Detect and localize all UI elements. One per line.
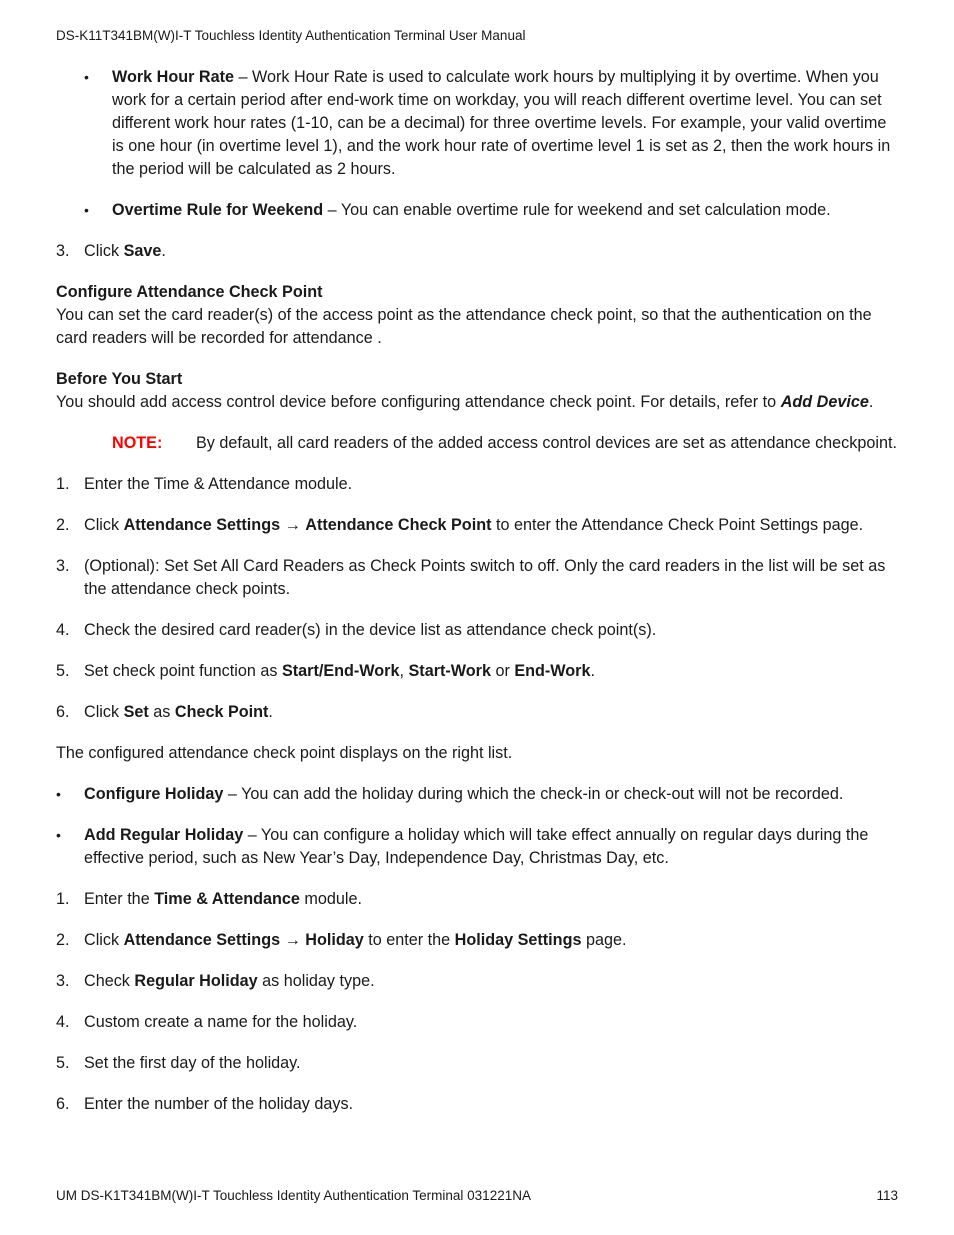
term: Add Regular Holiday <box>84 826 244 844</box>
term: Work Hour Rate <box>112 68 235 86</box>
step-number: 3. <box>56 242 70 260</box>
step-2: 2. Click Attendance Settings → Attendance Check Point to enter the Attendance Check Point Settings page. <box>56 514 898 537</box>
step-6: 6. Click Set as Check Point. <box>56 701 898 724</box>
section-heading: Before You Start <box>56 370 183 388</box>
step-number: 1. <box>56 890 70 908</box>
page-header: DS-K11T341BM(W)I-T Touchless Identity Authentication Terminal User Manual <box>56 28 526 43</box>
arrow-icon: → <box>280 516 306 534</box>
step-number: 4. <box>56 1013 70 1031</box>
page-footer <box>56 1188 898 1203</box>
note-box <box>56 432 898 455</box>
note-text: By default, all card readers of the added access control devices are set as attendance checkpoint. <box>196 434 897 452</box>
bullet-overtime-weekend <box>56 199 898 222</box>
step-number: 3. <box>56 557 70 575</box>
step-1: 1. Enter the Time & Attendance module. <box>56 473 898 496</box>
desc: – You can add the holiday during which the check-in or check-out will not be recorded. <box>223 785 844 803</box>
holiday-step-2: 2. Click Attendance Settings → Holiday to enter the Holiday Settings page. <box>56 929 898 952</box>
holiday-step-4: 4. Custom create a name for the holiday. <box>56 1011 898 1034</box>
step-number: 5. <box>56 662 70 680</box>
arrow-icon: → <box>280 931 306 949</box>
step-number: 6. <box>56 1095 70 1113</box>
holiday-step-1: 1. Enter the Time & Attendance module. <box>56 888 898 911</box>
result-text: The configured attendance check point displays on the right list. <box>56 744 513 762</box>
bullet-configure-holiday <box>56 783 898 806</box>
page-number: 113 <box>876 1188 898 1203</box>
step-5: 5. Set check point function as Start/End-Work, Start-Work or End-Work. <box>56 660 898 683</box>
step-3: 3. (Optional): Set Set All Card Readers as Check Points switch to off. Only the card readers in the list will be set as the attendance check points. <box>56 557 886 598</box>
step-number: 2. <box>56 931 70 949</box>
desc: – You can configure a holiday which will take effect annually on regular days during the effective period, such as New Year’s Day, Independence Day, Christmas Day, etc. <box>84 826 869 867</box>
term: Overtime Rule for Weekend <box>112 201 324 219</box>
step-number: 2. <box>56 516 70 534</box>
reference-link-text: Add Device <box>780 393 869 411</box>
note-label: NOTE: <box>112 434 163 452</box>
bullet-work-hour-rate <box>56 66 898 181</box>
bullet-glyph: • <box>56 827 61 843</box>
section-text: You should add access control device before configuring attendance check point. For details, refer to Add Device. <box>56 393 874 411</box>
footer-doc-id: UM DS-K1T341BM(W)I-T Touchless Identity Authentication Terminal 031221NA <box>56 1188 531 1203</box>
bullet-add-regular-holiday <box>56 824 898 870</box>
step-number: 3. <box>56 972 70 990</box>
step-number: 1. <box>56 475 70 493</box>
bullet-glyph: • <box>56 786 61 802</box>
bullet-glyph: • <box>84 202 89 218</box>
holiday-step-3: 3. Check Regular Holiday as holiday type. <box>56 970 898 993</box>
keyword: Save <box>123 242 162 260</box>
step-number: 6. <box>56 703 70 721</box>
step-number: 5. <box>56 1054 70 1072</box>
desc: – You can enable overtime rule for weekend and set calculation mode. <box>323 201 831 219</box>
bullet-glyph: • <box>84 69 89 85</box>
step-click-save: 3. Click Save. <box>56 240 898 263</box>
section-text: You can set the card reader(s) of the access point as the attendance check point, so that the authentication on the card readers will be recorded for attendance . <box>56 306 872 347</box>
holiday-step-5: 5. Set the first day of the holiday. <box>56 1052 898 1075</box>
section-heading: Configure Attendance Check Point <box>56 283 323 301</box>
step-number: 4. <box>56 621 70 639</box>
term: Configure Holiday <box>84 785 224 803</box>
step-4: 4. Check the desired card reader(s) in the device list as attendance check point(s). <box>56 619 898 642</box>
desc: – Work Hour Rate is used to calculate work hours by multiplying it by overtime. When you work for a certain period after end-work time on workday, you will reach different overtime level. You can set different work hour rates (1-10, can be a decimal) for three overtime levels. For example, your valid overtime is one hour (in overtime level 1), and the work hour rate of overtime level 1 is set as 2, then the work hours in the period will be calculated as 2 hours. <box>112 68 891 178</box>
holiday-step-6: 6. Enter the number of the holiday days. <box>56 1093 898 1116</box>
page-body <box>56 66 898 1116</box>
